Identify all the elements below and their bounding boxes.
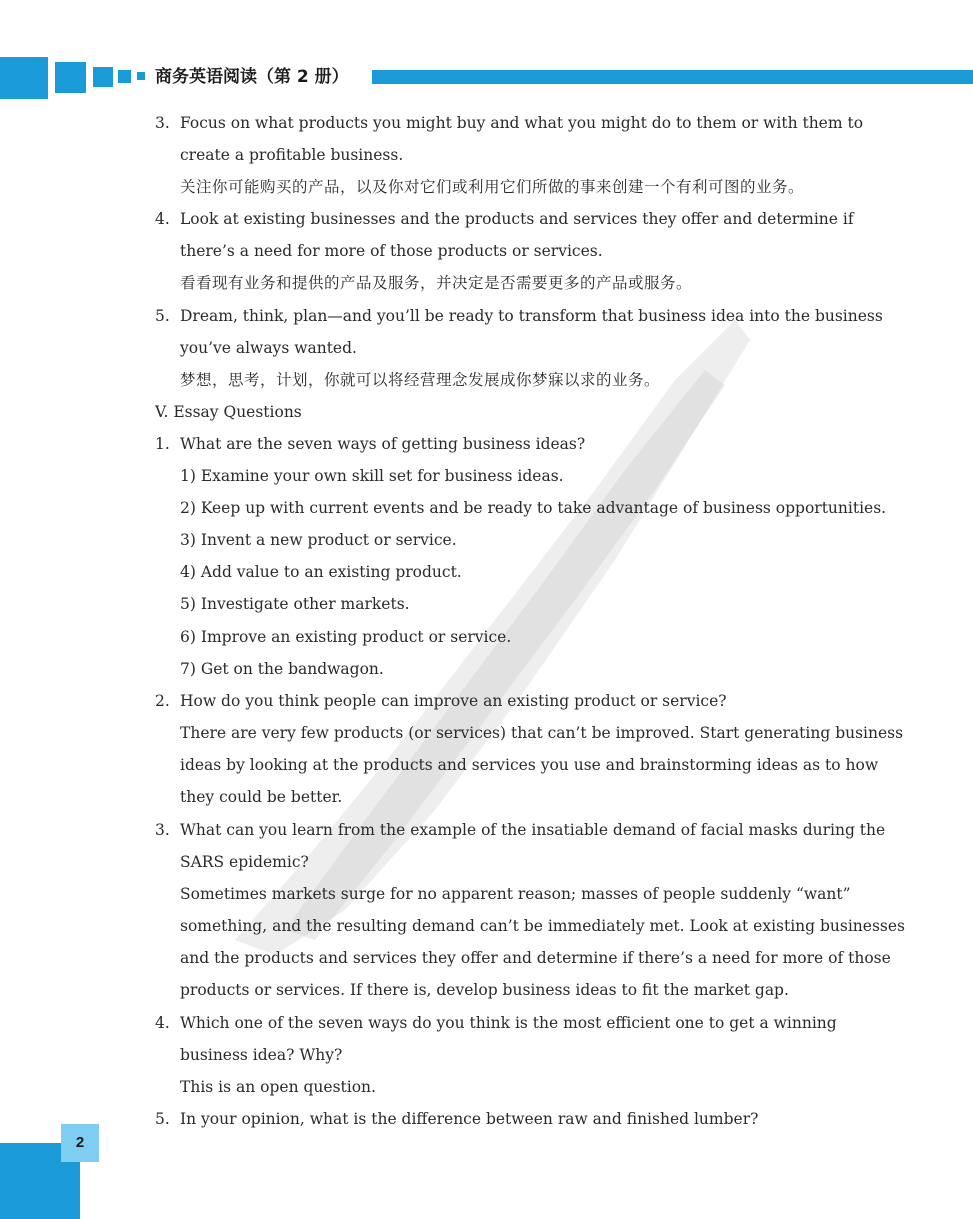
- text-line: 5) Investigate other markets.: [180, 595, 410, 613]
- text-line: 1.: [155, 435, 170, 453]
- text-line: 5.: [155, 1110, 170, 1128]
- text-line: 6) Improve an existing product or service.: [180, 628, 512, 646]
- text-line: ideas by looking at the products and services you use and brainstorming ideas as to how: [180, 756, 879, 774]
- text-line: There are very few products (or services) that can’t be improved. Start generating business: [180, 724, 904, 742]
- text-line: something, and the resulting demand can’t be immediately met. Look at existing businesses: [180, 917, 906, 935]
- text-line: 3) Invent a new product or service.: [180, 531, 457, 549]
- header-decoration-square: [137, 72, 145, 80]
- book-title: 商务英语阅读（第 2 册）: [155, 67, 349, 87]
- header-decoration-square: [55, 62, 86, 93]
- header-bar: [372, 70, 973, 84]
- page-number: 2: [61, 1124, 99, 1162]
- text-line: and the products and services they offer and determine if there’s a need for more of those: [180, 949, 891, 967]
- text-line: 4) Add value to an existing product.: [180, 563, 462, 581]
- text-line: Look at existing businesses and the products and services they offer and determine if: [180, 210, 854, 228]
- text-line: 1) Examine your own skill set for business ideas.: [180, 467, 564, 485]
- text-line: products or services. If there is, develop business ideas to fit the market gap.: [180, 981, 789, 999]
- text-line: Dream, think, plan—and you’ll be ready to transform that business idea into the business: [180, 307, 883, 325]
- text-line: What are the seven ways of getting business ideas?: [180, 435, 586, 453]
- text-line: 4.: [155, 1014, 170, 1032]
- text-line: SARS epidemic?: [180, 853, 309, 871]
- text-line: create a profitable business.: [180, 146, 404, 164]
- text-line: 2.: [155, 692, 170, 710]
- text-line: 7) Get on the bandwagon.: [180, 660, 384, 678]
- text-line: there’s a need for more of those products or services.: [180, 242, 603, 260]
- text-line: 关注你可能购买的产品，以及你对它们或利用它们所做的事来创建一个有利可图的业务。: [180, 178, 805, 196]
- text-line: What can you learn from the example of the insatiable demand of facial masks during the: [180, 821, 886, 839]
- header-decoration-block: [0, 57, 48, 99]
- text-line: Which one of the seven ways do you think is the most efficient one to get a winning: [180, 1014, 837, 1032]
- text-line: V. Essay Questions: [155, 403, 302, 421]
- text-line: you’ve always wanted.: [180, 339, 357, 357]
- text-line: In your opinion, what is the difference between raw and finished lumber?: [180, 1110, 759, 1128]
- text-line: Sometimes markets surge for no apparent reason; masses of people suddenly “want”: [180, 885, 851, 903]
- header-decoration-square: [118, 70, 131, 83]
- text-line: 4.: [155, 210, 170, 228]
- text-line: 3.: [155, 821, 170, 839]
- text-line: 2) Keep up with current events and be ready to take advantage of business opportunities.: [180, 499, 887, 517]
- text-line: 5.: [155, 307, 170, 325]
- text-line: 看看现有业务和提供的产品及服务，并决定是否需要更多的产品或服务。: [180, 274, 693, 292]
- text-line: This is an open question.: [180, 1078, 376, 1096]
- header-decoration-square: [93, 67, 113, 87]
- text-line: 梦想，思考，计划，你就可以将经营理念发展成你梦寐以求的业务。: [180, 371, 661, 389]
- text-line: How do you think people can improve an existing product or service?: [180, 692, 727, 710]
- text-line: they could be better.: [180, 788, 343, 806]
- text-line: business idea? Why?: [180, 1046, 343, 1064]
- text-line: 3.: [155, 114, 170, 132]
- text-line: Focus on what products you might buy and what you might do to them or with them to: [180, 114, 864, 132]
